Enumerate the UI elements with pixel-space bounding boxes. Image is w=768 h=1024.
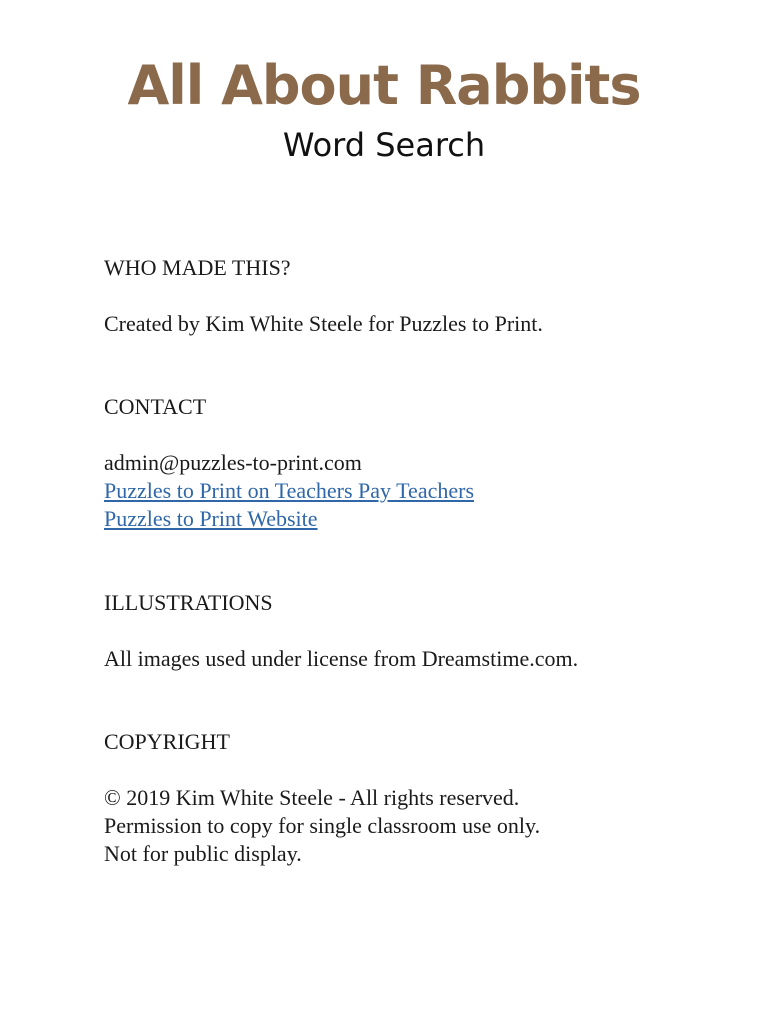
display-restriction-line: Not for public display.	[104, 841, 302, 866]
contact-block	[104, 449, 474, 533]
copyright-line: © 2019 Kim White Steele - All rights reserved.	[104, 785, 520, 810]
contact-heading: CONTACT	[104, 394, 207, 419]
page-title: All About Rabbits	[127, 54, 641, 117]
contact-email: admin@puzzles-to-print.com	[104, 450, 362, 475]
tpt-store-link[interactable]: Puzzles to Print on Teachers Pay Teachers	[104, 478, 475, 503]
illustrations-text: All images used under license from Dreamstime.com.	[104, 646, 579, 671]
permission-line: Permission to copy for single classroom use only.	[104, 813, 541, 838]
copyright-heading: COPYRIGHT	[104, 729, 230, 754]
copyright-block	[104, 784, 540, 868]
page-subtitle: Word Search	[282, 126, 486, 164]
website-link[interactable]: Puzzles to Print Website	[104, 506, 318, 531]
who-made-heading: WHO MADE THIS?	[104, 255, 291, 280]
who-made-text: Created by Kim White Steele for Puzzles to Print.	[104, 311, 543, 336]
illustrations-heading: ILLUSTRATIONS	[104, 590, 273, 615]
